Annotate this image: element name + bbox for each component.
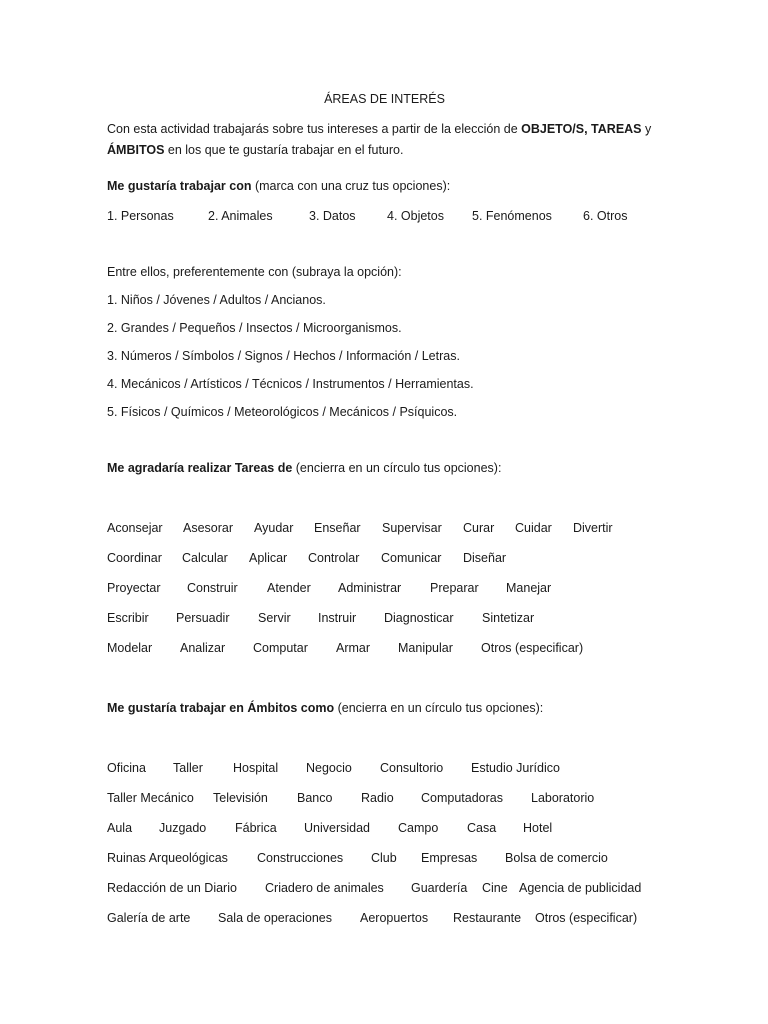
document-page — [107, 0, 707, 1024]
place-item[interactable]: Consultorio — [380, 761, 444, 775]
place-item[interactable]: Taller Mecánico — [107, 791, 194, 805]
place-item[interactable]: Casa — [467, 821, 497, 835]
place-item[interactable]: Redacción de un Diario — [107, 881, 237, 895]
section2-heading-bold: Me agradaría realizar Tareas de — [107, 461, 293, 475]
task-item[interactable]: Servir — [258, 611, 291, 625]
task-item[interactable]: Asesorar — [183, 521, 234, 535]
task-item[interactable]: Curar — [463, 521, 495, 535]
place-item[interactable]: Fábrica — [235, 821, 277, 835]
option-item[interactable]: 6. Otros — [583, 209, 628, 223]
task-item[interactable]: Persuadir — [176, 611, 230, 625]
task-item[interactable]: Cuidar — [515, 521, 552, 535]
task-item[interactable]: Enseñar — [314, 521, 361, 535]
place-item[interactable]: Galería de arte — [107, 911, 191, 925]
intro-paragraph — [107, 119, 667, 161]
sub-option-line[interactable]: 5. Físicos / Químicos / Meteorológicos / Mecánicos / Psíquicos. — [107, 405, 458, 419]
task-item[interactable]: Proyectar — [107, 581, 161, 595]
task-item[interactable]: Instruir — [318, 611, 357, 625]
place-item[interactable]: Otros (especificar) — [535, 911, 638, 925]
option-item[interactable]: 5. Fenómenos — [472, 209, 552, 223]
place-item[interactable]: Hotel — [523, 821, 553, 835]
place-item[interactable]: Restaurante — [453, 911, 522, 925]
place-item[interactable]: Hospital — [233, 761, 279, 775]
section2-heading-rest: (encierra en un círculo tus opciones): — [292, 461, 502, 475]
option-item[interactable]: 4. Objetos — [387, 209, 444, 223]
place-item[interactable]: Aula — [107, 821, 133, 835]
sub-option-line[interactable]: 2. Grandes / Pequeños / Insectos / Microorganismos. — [107, 321, 402, 335]
place-item[interactable]: Campo — [398, 821, 439, 835]
section1-heading — [107, 179, 450, 193]
task-item[interactable]: Preparar — [430, 581, 479, 595]
section1-heading-bold: Me gustaría trabajar con — [107, 179, 252, 193]
task-item[interactable]: Atender — [267, 581, 311, 595]
place-item[interactable]: Oficina — [107, 761, 146, 775]
task-item[interactable]: Manejar — [506, 581, 552, 595]
section3-heading-rest: (encierra en un círculo tus opciones): — [334, 701, 544, 715]
section3-heading-bold: Me gustaría trabajar en Ámbitos como — [107, 701, 335, 715]
place-item[interactable]: Construcciones — [257, 851, 344, 865]
task-item[interactable]: Construir — [187, 581, 238, 595]
task-item[interactable]: Armar — [336, 641, 371, 655]
place-item[interactable]: Club — [371, 851, 397, 865]
task-item[interactable]: Otros (especificar) — [481, 641, 584, 655]
place-item[interactable]: Cine — [482, 881, 508, 895]
task-item[interactable]: Escribir — [107, 611, 149, 625]
place-item[interactable]: Aeropuertos — [360, 911, 429, 925]
place-item[interactable]: Televisión — [213, 791, 268, 805]
task-item[interactable]: Modelar — [107, 641, 153, 655]
place-item[interactable]: Empresas — [421, 851, 478, 865]
place-item[interactable]: Sala de operaciones — [218, 911, 332, 925]
place-item[interactable]: Estudio Jurídico — [471, 761, 560, 775]
intro-bold-1: OBJETO/S, TAREAS — [521, 122, 642, 136]
task-item[interactable]: Computar — [253, 641, 308, 655]
page-title: ÁREAS DE INTERÉS — [324, 92, 445, 106]
intro-text-1: Con esta actividad trabajarás sobre tus intereses a partir de la elección de — [107, 122, 522, 136]
place-item[interactable]: Taller — [173, 761, 203, 775]
section1-heading-rest: (marca con una cruz tus opciones): — [251, 179, 451, 193]
place-item[interactable]: Computadoras — [421, 791, 503, 805]
section1-sub-heading: Entre ellos, preferentemente con (subraya la opción): — [107, 265, 402, 279]
place-item[interactable]: Juzgado — [159, 821, 207, 835]
task-item[interactable]: Supervisar — [382, 521, 442, 535]
task-item[interactable]: Calcular — [182, 551, 228, 565]
option-item[interactable]: 3. Datos — [309, 209, 356, 223]
place-item[interactable]: Radio — [361, 791, 394, 805]
task-item[interactable]: Aplicar — [249, 551, 288, 565]
place-item[interactable]: Negocio — [306, 761, 352, 775]
place-item[interactable]: Banco — [297, 791, 333, 805]
place-item[interactable]: Bolsa de comercio — [505, 851, 608, 865]
option-item[interactable]: 2. Animales — [208, 209, 273, 223]
task-item[interactable]: Analizar — [180, 641, 226, 655]
intro-bold-2: ÁMBITOS — [107, 143, 165, 157]
task-item[interactable]: Divertir — [573, 521, 613, 535]
task-item[interactable]: Coordinar — [107, 551, 162, 565]
place-item[interactable]: Guardería — [411, 881, 468, 895]
section2-heading — [107, 461, 501, 475]
task-item[interactable]: Ayudar — [254, 521, 294, 535]
task-item[interactable]: Comunicar — [381, 551, 442, 565]
place-item[interactable]: Universidad — [304, 821, 371, 835]
intro-text-2: y — [641, 122, 652, 136]
intro-text-3: en los que te gustaría trabajar en el futuro. — [164, 143, 404, 157]
place-item[interactable]: Criadero de animales — [265, 881, 384, 895]
sub-option-line[interactable]: 4. Mecánicos / Artísticos / Técnicos / Instrumentos / Herramientas. — [107, 377, 474, 391]
task-item[interactable]: Controlar — [308, 551, 360, 565]
task-item[interactable]: Diseñar — [463, 551, 507, 565]
sub-option-line[interactable]: 1. Niños / Jóvenes / Adultos / Ancianos. — [107, 293, 326, 307]
task-item[interactable]: Aconsejar — [107, 521, 163, 535]
place-item[interactable]: Ruinas Arqueológicas — [107, 851, 228, 865]
option-item[interactable]: 1. Personas — [107, 209, 174, 223]
task-item[interactable]: Sintetizar — [482, 611, 535, 625]
place-item[interactable]: Laboratorio — [531, 791, 595, 805]
section3-heading — [107, 701, 543, 715]
place-item[interactable]: Agencia de publicidad — [519, 881, 642, 895]
task-item[interactable]: Administrar — [338, 581, 402, 595]
task-item[interactable]: Manipular — [398, 641, 453, 655]
sub-option-line[interactable]: 3. Números / Símbolos / Signos / Hechos / Información / Letras. — [107, 349, 460, 363]
task-item[interactable]: Diagnosticar — [384, 611, 454, 625]
